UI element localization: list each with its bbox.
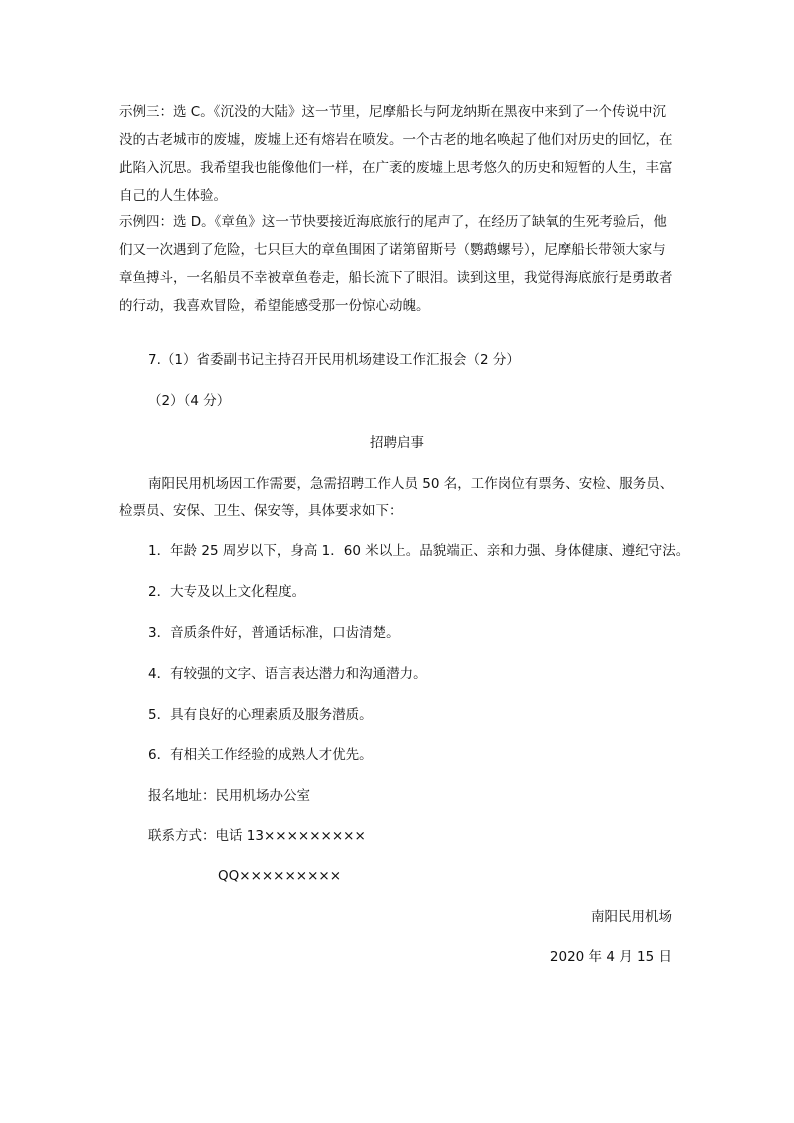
example-three-paragraph: 示例三：选 C。《沉没的大陆》这一节里，尼摩船长与阿龙纳斯在黑夜中来到了一个传说中沉没的古老城市的废墟，废墟上还有熔岩在喷发。一个古老的地名唤起了他们对历史的回忆，在此陷入沉思。我希望我也能像他们一样，在广袤的废墟上思考悠久的历史和短暂的人生，丰富自己的人生体验。 xyxy=(119,104,673,204)
notice-intro-line-1: 南阳民用机场因工作需要，急需招聘工作人员 50 名，工作岗位有票务、安检、服务员、 xyxy=(148,476,674,492)
example-four-paragraph: 示例四：选 D。《章鱼》这一节快要接近海底旅行的尾声了，在经历了缺氧的生死考验后，他们又一次遇到了危险，七只巨大的章鱼围困了诺第留斯号（鹦鹉螺号），尼摩船长带领大家与章鱼搏斗，一名船员不幸被章鱼卷走，船长流下了眼泪。读到这里，我觉得海底旅行是勇敢者的行动，我喜欢冒险，希望能感受那一份惊心动魄。 xyxy=(119,214,673,314)
requirement-item: 1．年龄 25 周岁以下，身高 1．60 米以上。品貌端正、亲和力强、身体健康、遵纪守法。 xyxy=(148,543,690,559)
requirement-item: 4．有较强的文字、语言表达潜力和沟通潜力。 xyxy=(148,666,427,682)
contact-phone: 联系方式：电话 13××××××××× xyxy=(148,828,366,844)
notice-title: 招聘启事 xyxy=(370,435,424,451)
question-7-part-2: （2）（4 分） xyxy=(148,393,231,409)
requirement-item: 3．音质条件好，普通话标准，口齿清楚。 xyxy=(148,625,400,641)
question-7-part-1: 7.（1）省委副书记主持召开民用机场建设工作汇报会（2 分） xyxy=(148,352,520,368)
registration-address: 报名地址：民用机场办公室 xyxy=(148,788,310,804)
notice-signature: 南阳民用机场 xyxy=(591,909,672,925)
requirement-item: 5．具有良好的心理素质及服务潜质。 xyxy=(148,707,373,723)
notice-date: 2020 年 4 月 15 日 xyxy=(549,949,672,965)
contact-qq: QQ××××××××× xyxy=(218,868,342,884)
requirement-item: 2．大专及以上文化程度。 xyxy=(148,584,306,600)
notice-intro-line-2: 检票员、安保、卫生、保安等，具体要求如下： xyxy=(119,503,403,519)
requirement-item: 6．有相关工作经验的成熟人才优先。 xyxy=(148,747,373,763)
